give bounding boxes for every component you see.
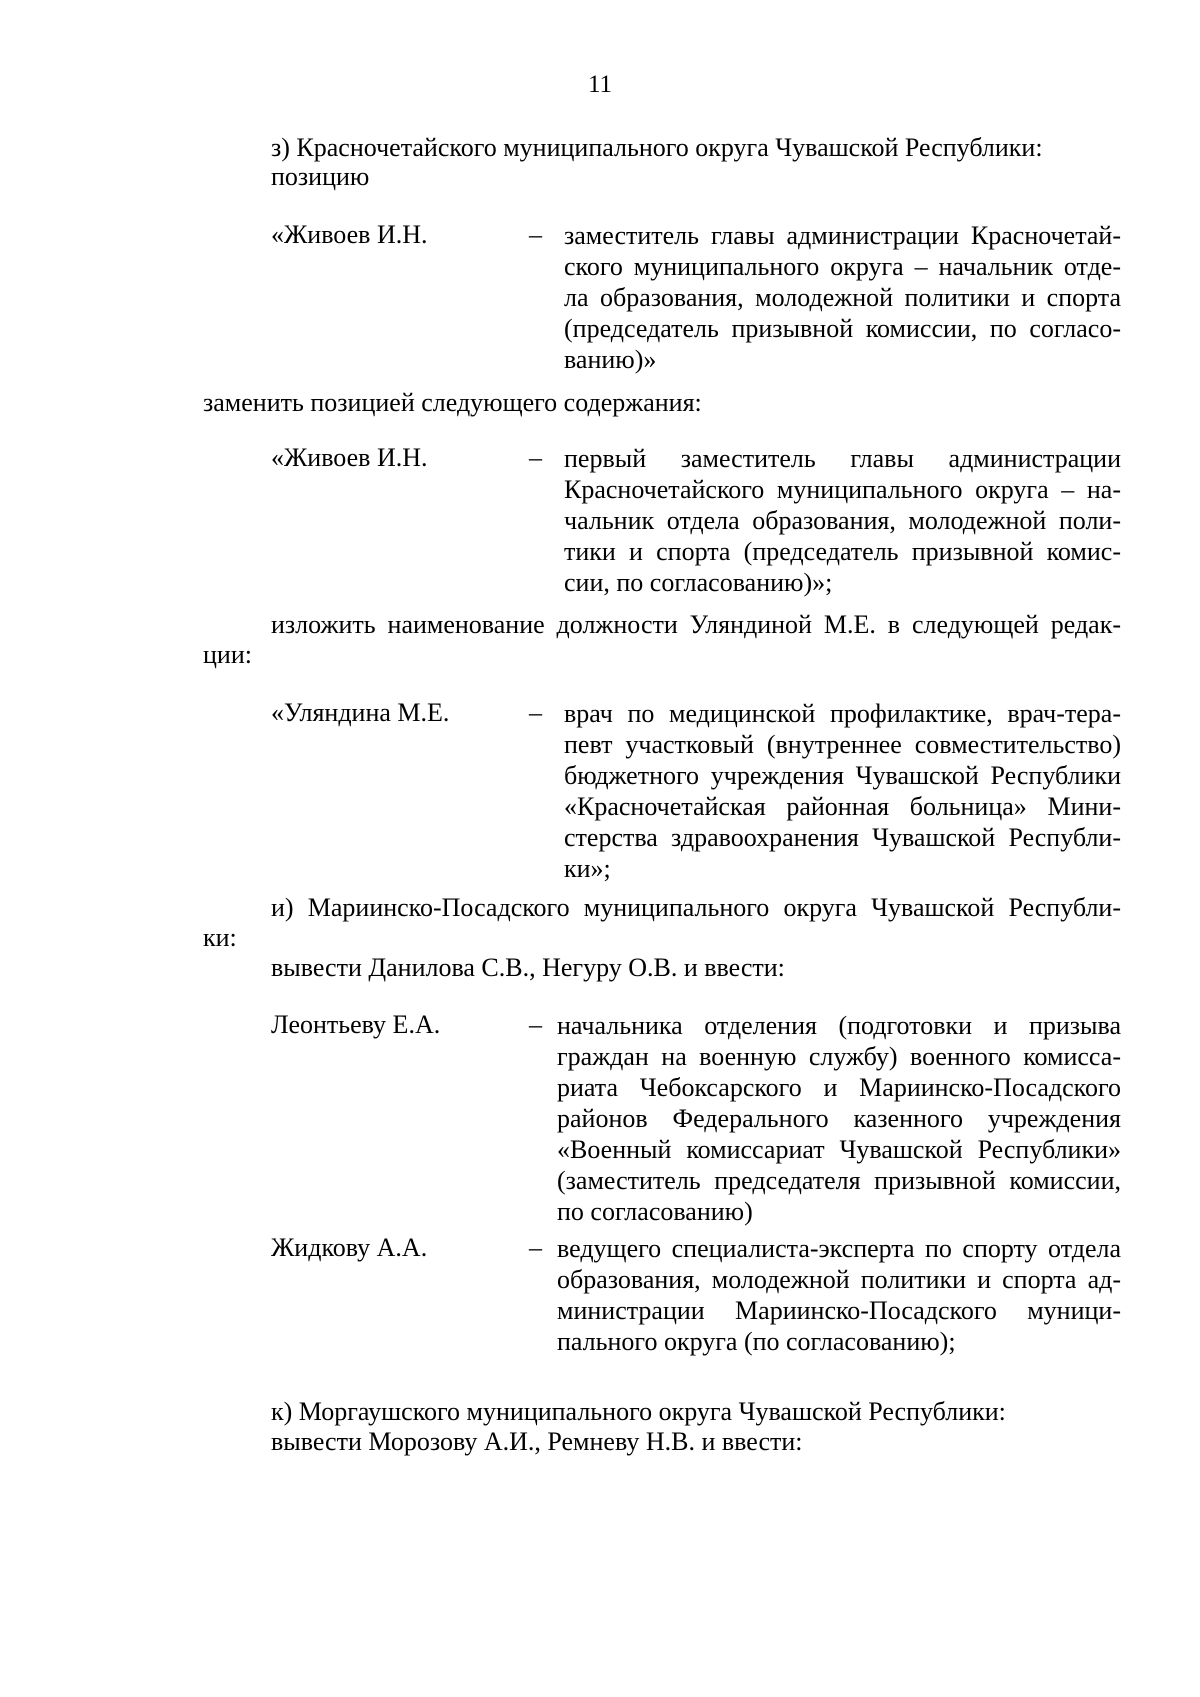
entry-description-line: ванию)» bbox=[564, 345, 657, 374]
entry-description-line: министрации Мариинско-Посадского муници- bbox=[557, 1296, 1121, 1325]
entry-name: Леонтьеву Е.А. bbox=[271, 1010, 441, 1039]
entry-dash: – bbox=[529, 220, 542, 249]
entry-description bbox=[564, 698, 1121, 884]
entry-description-line: чальник отдела образования, молодежной поли- bbox=[564, 506, 1121, 535]
entry-dash: – bbox=[529, 1233, 542, 1262]
entry-description-line: Красночетайского муниципального округа – на- bbox=[564, 475, 1121, 504]
entry-dash: – bbox=[529, 698, 542, 727]
entry-description-line: пального округа (по согласованию); bbox=[557, 1327, 956, 1356]
entry-description-line: по согласованию) bbox=[557, 1197, 753, 1226]
replace-instruction: заменить позицией следующего содержания: bbox=[203, 388, 702, 417]
section-i-heading-line1: и) Мариинско-Посадского муниципального округа Чувашской Республи- bbox=[271, 893, 1121, 922]
entry-description-line: сии, по согласованию)»; bbox=[564, 568, 833, 597]
rename-instruction-line1: изложить наименование должности Уляндиной М.Е. в следующей редак- bbox=[271, 610, 1121, 639]
section-k-heading: к) Моргаушского муниципального округа Чувашской Республики: bbox=[271, 1397, 1006, 1426]
entry-description-line: образования, молодежной политики и спорта ад- bbox=[557, 1265, 1121, 1294]
entry-description bbox=[557, 1233, 1121, 1357]
section-z-heading: з) Красночетайского муниципального округа Чувашской Республики: bbox=[271, 133, 1043, 162]
section-k-action: вывести Морозову А.И., Ремневу Н.В. и ввести: bbox=[271, 1427, 803, 1456]
entry-description-line: (заместитель председателя призывной комиссии, bbox=[557, 1166, 1121, 1195]
entry-dash: – bbox=[529, 443, 542, 472]
section-i-action: вывести Данилова С.В., Негуру О.В. и ввести: bbox=[271, 953, 785, 982]
section-i-heading-line2: ки: bbox=[203, 923, 237, 952]
entry-description-line: граждан на военную службу) военного комисса- bbox=[557, 1042, 1121, 1071]
entry-description-line: риата Чебоксарского и Мариинско-Посадского bbox=[557, 1073, 1121, 1102]
entry-description bbox=[564, 443, 1121, 598]
entry-description-line: «Красночетайская районная больница» Мини- bbox=[564, 792, 1121, 821]
entry-description-line: певт участковый (внутреннее совместительство) bbox=[564, 730, 1121, 759]
entry-description bbox=[564, 220, 1121, 375]
rename-instruction-line2: ции: bbox=[203, 640, 252, 669]
entry-name: «Уляндина М.Е. bbox=[271, 698, 450, 727]
entry-description-line: бюджетного учреждения Чувашской Республики bbox=[564, 761, 1121, 790]
entry-dash: – bbox=[529, 1010, 542, 1039]
entry-description-line: первый заместитель главы администрации bbox=[564, 444, 1121, 473]
entry-description-line: районов Федерального казенного учреждения bbox=[557, 1104, 1121, 1133]
entry-description-line: ла образования, молодежной политики и спорта bbox=[564, 283, 1121, 312]
entry-description-line: заместитель главы администрации Красночетай- bbox=[564, 221, 1121, 250]
entry-name: «Живоев И.Н. bbox=[271, 443, 428, 472]
entry-name: «Живоев И.Н. bbox=[271, 220, 428, 249]
entry-description-line: ведущего специалиста-эксперта по спорту отдела bbox=[557, 1234, 1121, 1263]
entry-description bbox=[557, 1010, 1121, 1227]
entry-description-line: тики и спорта (председатель призывной комис- bbox=[564, 537, 1121, 566]
entry-description-line: стерства здравоохранения Чувашской Республи- bbox=[564, 823, 1121, 852]
entry-description-line: ского муниципального округа – начальник отде- bbox=[564, 252, 1121, 281]
section-z-subheading: позицию bbox=[271, 162, 370, 191]
entry-description-line: врач по медицинской профилактике, врач-тера- bbox=[564, 699, 1121, 728]
entry-description-line: начальника отделения (подготовки и призыва bbox=[557, 1011, 1121, 1040]
page-number: 11 bbox=[587, 71, 613, 98]
entry-description-line: «Военный комиссариат Чувашской Республики» bbox=[557, 1135, 1121, 1164]
entry-description-line: ки»; bbox=[564, 854, 611, 883]
entry-description-line: (председатель призывной комиссии, по согласо- bbox=[564, 314, 1121, 343]
entry-name: Жидкову А.А. bbox=[271, 1233, 428, 1262]
